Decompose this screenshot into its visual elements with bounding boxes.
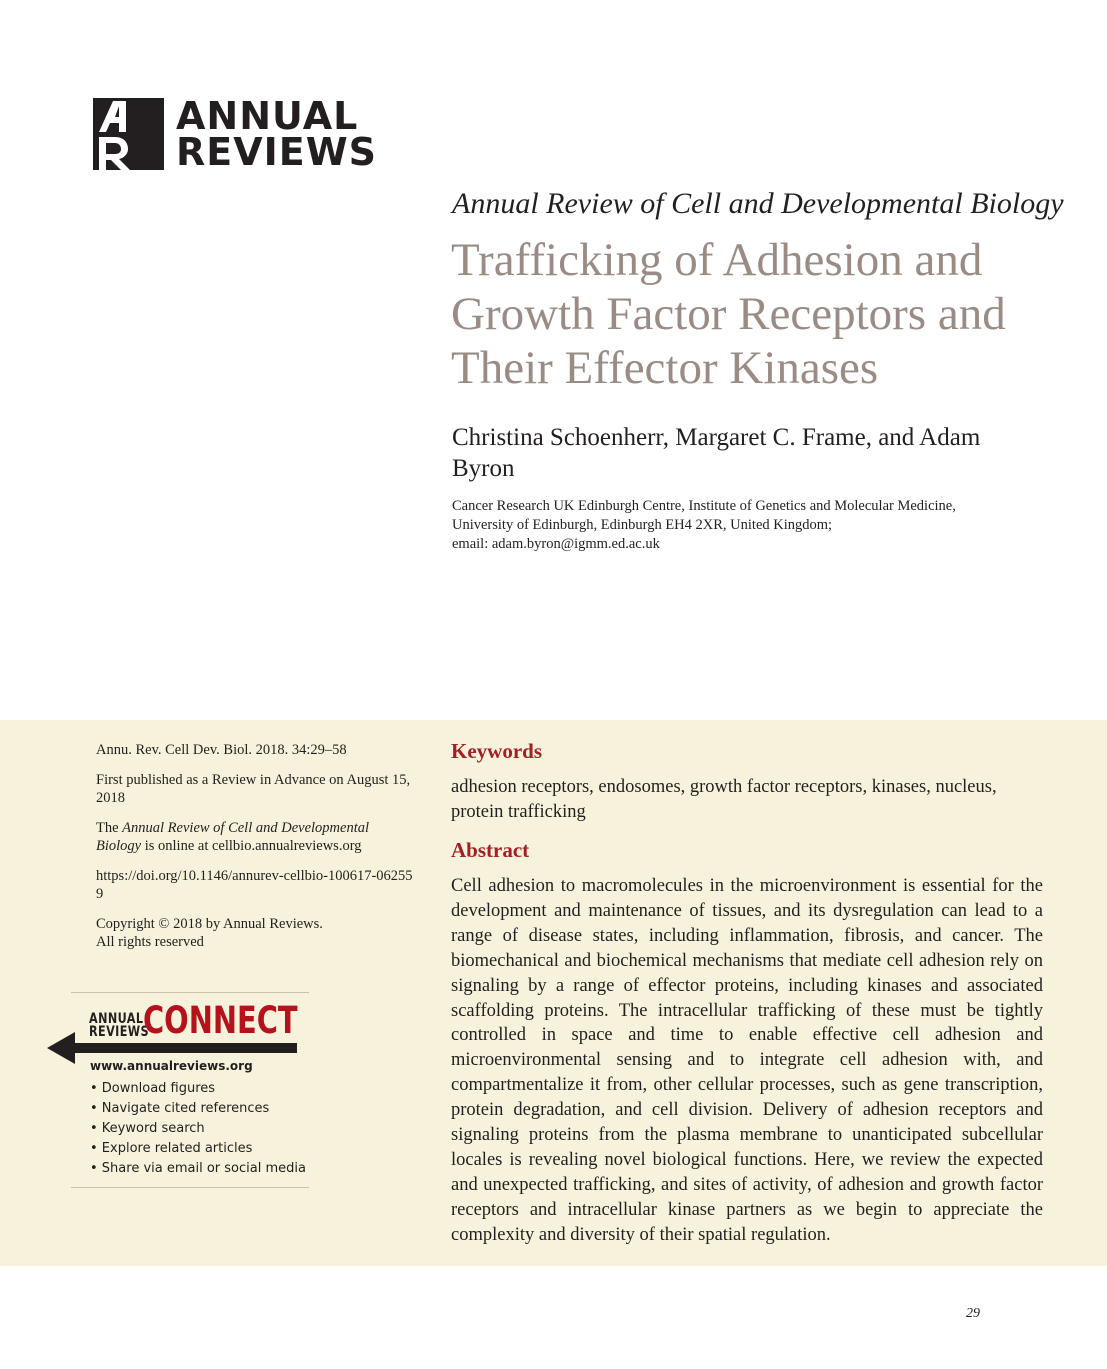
logo-line-annual: ANNUAL: [176, 94, 359, 138]
rights-line: All rights reserved: [96, 934, 204, 950]
article-metadata: [96, 741, 416, 963]
copyright-line: Copyright © 2018 by Annual Reviews.: [96, 915, 323, 932]
online-journal: Annual Review of Cell and Developmental Biology: [96, 819, 370, 854]
connect-feature-item: • Explore related articles: [90, 1141, 253, 1156]
annual-reviews-connect-box[interactable]: [71, 992, 309, 1188]
doi-link[interactable]: https://doi.org/10.1146/annurev-cellbio-100617-062559: [96, 867, 413, 902]
abstract-heading: Abstract: [451, 838, 530, 862]
journal-name: Annual Review of Cell and Developmental Biology: [452, 187, 1064, 220]
connect-feature-item: • Navigate cited references: [90, 1101, 270, 1116]
connect-small-annual: ANNUAL: [89, 1011, 144, 1027]
article-title: Trafficking of Adhesion and Growth Factor Receptors and Their Effector Kinases: [451, 234, 1006, 394]
online-notice: [96, 819, 416, 856]
affiliation-line: University of Edinburgh, Edinburgh EH4 2XR, United Kingdom;: [452, 517, 833, 533]
online-suffix: is online at cellbio.annualreviews.org: [144, 838, 362, 854]
online-prefix: The: [96, 819, 119, 836]
keywords-text: adhesion receptors, endosomes, growth factor receptors, kinases, nucleus, protein trafficking: [451, 777, 997, 822]
annual-reviews-logo: [93, 94, 378, 174]
connect-wordmark: CONNECT: [143, 999, 298, 1042]
connect-feature-item: • Keyword search: [90, 1121, 205, 1136]
logo-line-reviews: REVIEWS: [176, 130, 378, 174]
affiliation: [452, 497, 1052, 554]
author-email-link[interactable]: email: adam.byron@igmm.ed.ac.uk: [452, 536, 660, 552]
citation: Annu. Rev. Cell Dev. Biol. 2018. 34:29–58: [96, 742, 347, 758]
authors: Christina Schoenherr, Margaret C. Frame, and Adam Byron: [452, 424, 981, 482]
keywords-heading: Keywords: [451, 739, 542, 763]
logo-wordmark: [176, 94, 378, 174]
abstract-text: Cell adhesion to macromolecules in the microenvironment is essential for the development and maintenance of tissues, and its dysregulation can lead to a range of disease states, including inflammation, fibrosis, and cancer. The biomechanical and biochemical mechanisms that mediate cell adhesion rely on signaling by a range of effector proteins, including kinases and associated scaffolding proteins. The intracellular trafficking of these must be tightly controlled in space and time to enable effective cell adhesion and microenvironmental sensing and to integrate cell adhesion with, and compartmentalize it from, other cellular processes, such as gene transcription, protein degradation, and cell division. Delivery of adhesion receptors and signaling proteins from the plasma membrane to unanticipated subcellular locales is revealing novel biological functions. Here, we review the expected and unexpected trafficking, and sites of activity, of adhesion and growth factor receptors and intracellular kinase partners as we begin to appreciate the complexity and diversity of their spatial regulation.: [451, 876, 1043, 1245]
ar-logo-mark-icon: [93, 98, 164, 170]
first-published: First published as a Review in Advance on August 15, 2018: [96, 771, 411, 806]
connect-feature-list: [90, 1079, 306, 1179]
connect-feature-item: • Download figures: [90, 1081, 216, 1096]
connect-url-link[interactable]: www.annualreviews.org: [90, 1059, 253, 1073]
copyright: [96, 915, 416, 952]
connect-small-reviews: REVIEWS: [89, 1024, 149, 1040]
affiliation-line: Cancer Research UK Edinburgh Centre, Institute of Genetics and Molecular Medicine,: [452, 498, 956, 514]
connect-feature-item: • Share via email or social media: [90, 1161, 306, 1176]
page-number: 29: [966, 1306, 980, 1321]
